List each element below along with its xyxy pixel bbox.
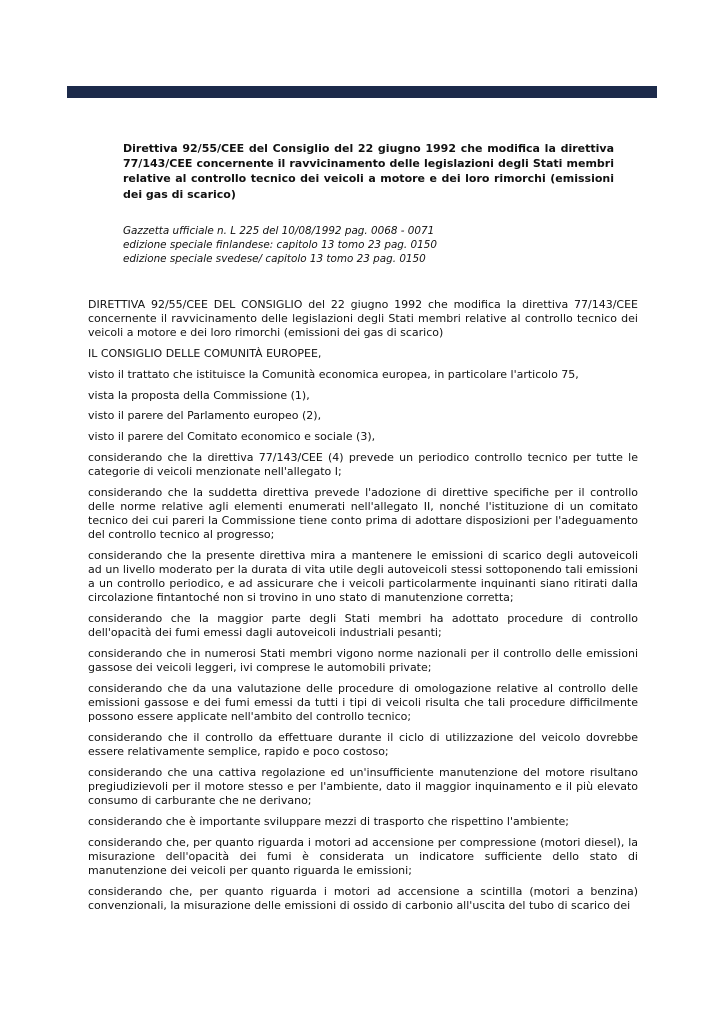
body-paragraph: DIRETTIVA 92/55/CEE DEL CONSIGLIO del 22 giugno 1992 che modifica la direttiva 77/143/CEE concernente il ravvicinamento delle legislazioni degli Stati membri relative al controllo tecnico dei veicoli a motore e dei loro rimorchi (emissioni dei gas di scarico) xyxy=(88,298,638,340)
body-paragraph: considerando che, per quanto riguarda i motori ad accensione per compressione (motori diesel), la misurazione dell'opacità dei fumi è considerata un indicatore sufficiente dello stato di manutenzione dei veicoli per quanto riguarda le emissioni; xyxy=(88,835,638,878)
header-bar xyxy=(67,86,657,98)
body-paragraph: considerando che da una valutazione delle procedure di omologazione relative al controllo delle emissioni gassose e dei fumi emessi da tutti i tipi di veicoli risulta che tali procedure difficilmente possono essere applicate nell'ambito del controllo tecnico; xyxy=(88,681,638,724)
body-paragraph: IL CONSIGLIO DELLE COMUNITÀ EUROPEE, xyxy=(88,347,322,361)
publication-line: Gazzetta ufficiale n. L 225 del 10/08/1992 pag. 0068 - 0071 xyxy=(123,225,435,237)
document-title: Direttiva 92/55/CEE del Consiglio del 22 giugno 1992 che modifica la direttiva 77/143/CEE concernente il ravvicinamento delle legislazioni degli Stati membri relative al controllo tecnico dei veicoli a motore e dei loro rimorchi (emissioni dei gas di scarico) xyxy=(123,142,614,201)
body-paragraph: considerando che la suddetta direttiva prevede l'adozione di direttive specifiche per il controllo delle norme relative agli elementi enumerati nell'allegato II, nonché l'istituzione di un comitato tecnico dei cui pareri la Commissione tiene conto prima di adottare disposizioni per l'adeguamento del controllo tecnico al progresso; xyxy=(88,485,638,542)
body-paragraph: visto il parere del Parlamento europeo (2), xyxy=(88,409,322,423)
publication-line: edizione speciale svedese/ capitolo 13 tomo 23 pag. 0150 xyxy=(123,253,426,266)
body-paragraph: considerando che la presente direttiva mira a mantenere le emissioni di scarico degli autoveicoli ad un livello moderato per la durata di vita utile degli autoveicoli stessi sottoponendo tali emissioni a un controllo periodico, e ad assicurare che i veicoli particolarmente inquinanti siano ritirati dalla circolazione fintantoché non si trovino in uno stato di manutenzione corretta; xyxy=(88,548,638,605)
publication-line: edizione speciale finlandese: capitolo 13 tomo 23 pag. 0150 xyxy=(123,239,437,252)
body-paragraph: considerando che la direttiva 77/143/CEE (4) prevede un periodico controllo tecnico per tutte le categorie di veicoli menzionate nell'allegato I; xyxy=(88,450,638,478)
body-paragraph: considerando che in numerosi Stati membri vigono norme nazionali per il controllo delle emissioni gassose dei veicoli leggeri, ivi comprese le automobili private; xyxy=(88,647,638,675)
body-paragraph: visto il parere del Comitato economico e sociale (3), xyxy=(88,429,376,443)
body-paragraph: considerando che, per quanto riguarda i motori ad accensione a scintilla (motori a benzina) convenzionali, la misurazione delle emissioni di ossido di carbonio all'uscita del tubo di scarico dei xyxy=(88,884,638,913)
body-paragraph: visto il trattato che istituisce la Comunità economica europea, in particolare l'articolo 75, xyxy=(88,367,579,381)
document-body xyxy=(88,298,638,920)
body-paragraph: considerando che una cattiva regolazione ed un'insufficiente manutenzione del motore risultano pregiudizievoli per il motore stesso e per l'ambiente, dato il maggior inquinamento e il più elevato consumo di carburante che ne derivano; xyxy=(88,765,638,808)
body-paragraph: considerando che la maggior parte degli Stati membri ha adottato procedure di controllo dell'opacità dei fumi emessi dagli autoveicoli industriali pesanti; xyxy=(88,612,638,640)
body-paragraph: considerando che il controllo da effettuare durante il ciclo di utilizzazione del veicolo dovrebbe essere relativamente semplice, rapido e poco costoso; xyxy=(88,731,638,759)
body-paragraph: vista la proposta della Commissione (1), xyxy=(88,388,310,402)
publication-info xyxy=(123,224,614,267)
body-paragraph: considerando che è importante sviluppare mezzi di trasporto che rispettino l'ambiente; xyxy=(88,815,569,829)
